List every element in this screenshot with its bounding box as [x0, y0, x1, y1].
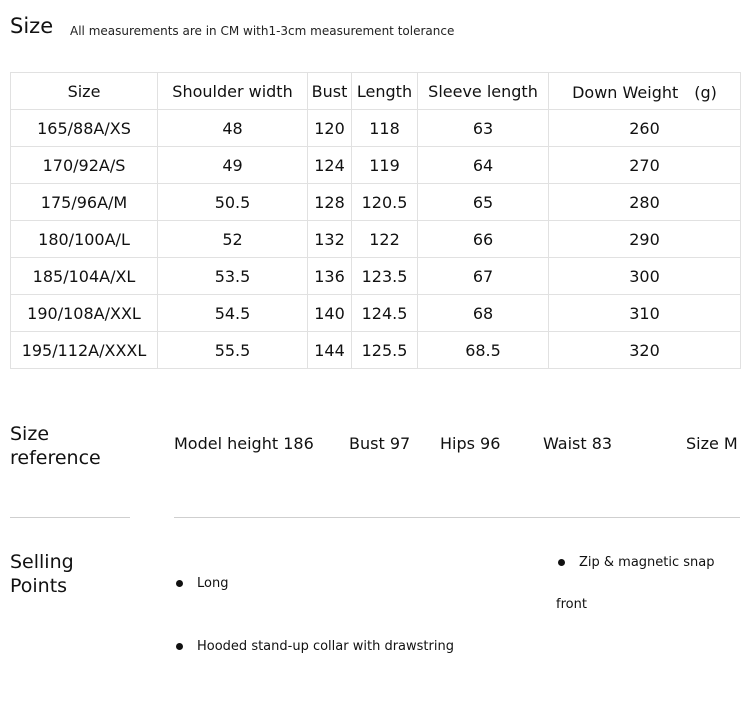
table-row [11, 258, 741, 295]
bullet-icon [176, 643, 183, 650]
table-cell: 125.5 [352, 332, 418, 369]
size-title: Size [10, 14, 54, 38]
model-waist: Waist 83 [543, 434, 613, 453]
table-row [11, 110, 741, 147]
table-cell: 65 [418, 184, 549, 221]
table-cell: 260 [549, 110, 741, 147]
table-row [11, 332, 741, 369]
table-cell: 280 [549, 184, 741, 221]
table-cell: 48 [158, 110, 308, 147]
size-reference-label [10, 422, 101, 470]
table-cell: 190/108A/XXL [11, 295, 158, 332]
model-size: Size M [686, 434, 738, 453]
table-row [11, 295, 741, 332]
table-cell: 63 [418, 110, 549, 147]
table-cell: 68.5 [418, 332, 549, 369]
table-cell: 120 [308, 110, 352, 147]
table-cell: 124.5 [352, 295, 418, 332]
selling-points-label-line1: Selling [10, 551, 74, 573]
table-row [11, 147, 741, 184]
column-header: Sleeve length [418, 73, 549, 110]
selling-point-text: Long [197, 576, 229, 591]
column-header: Shoulder width [158, 73, 308, 110]
selling-points-label [10, 550, 74, 598]
model-bust: Bust 97 [349, 434, 411, 453]
bullet-icon [176, 580, 183, 587]
selling-point-zip [558, 555, 715, 570]
table-cell: 136 [308, 258, 352, 295]
table-cell: 140 [308, 295, 352, 332]
table-cell: 310 [549, 295, 741, 332]
table-cell: 185/104A/XL [11, 258, 158, 295]
divider-left [10, 517, 130, 518]
table-header-row [11, 73, 741, 110]
table-cell: 144 [308, 332, 352, 369]
table-cell: 55.5 [158, 332, 308, 369]
model-hips: Hips 96 [440, 434, 501, 453]
selling-point-long [176, 576, 228, 591]
measurement-note: All measurements are in CM with1-3cm measurement tolerance [70, 24, 455, 38]
table-cell: 128 [308, 184, 352, 221]
column-header: Length [352, 73, 418, 110]
size-reference-label-line2: reference [10, 447, 101, 469]
table-cell: 132 [308, 221, 352, 258]
table-cell: 53.5 [158, 258, 308, 295]
selling-point-text: Zip & magnetic snap [579, 555, 715, 570]
column-header: Bust [308, 73, 352, 110]
selling-point-zip-continued: front [556, 597, 587, 612]
column-header: Size [11, 73, 158, 110]
table-row [11, 184, 741, 221]
table-cell: 300 [549, 258, 741, 295]
table-cell: 67 [418, 258, 549, 295]
table-cell: 54.5 [158, 295, 308, 332]
table-cell: 175/96A/M [11, 184, 158, 221]
table-cell: 180/100A/L [11, 221, 158, 258]
table-cell: 195/112A/XXXL [11, 332, 158, 369]
table-cell: 119 [352, 147, 418, 184]
table-cell: 122 [352, 221, 418, 258]
selling-point-collar [176, 639, 454, 654]
table-cell: 290 [549, 221, 741, 258]
table-row [11, 221, 741, 258]
table-cell: 52 [158, 221, 308, 258]
table-cell: 165/88A/XS [11, 110, 158, 147]
bullet-icon [558, 559, 565, 566]
table-cell: 170/92A/S [11, 147, 158, 184]
table-cell: 64 [418, 147, 549, 184]
selling-point-text: Hooded stand-up collar with drawstring [197, 639, 454, 654]
table-cell: 68 [418, 295, 549, 332]
table-cell: 124 [308, 147, 352, 184]
table-cell: 49 [158, 147, 308, 184]
size-reference-label-line1: Size [10, 423, 50, 445]
selling-points-label-line2: Points [10, 575, 68, 597]
table-cell: 270 [549, 147, 741, 184]
table-cell: 123.5 [352, 258, 418, 295]
model-height: Model height 186 [174, 434, 314, 453]
table-cell: 50.5 [158, 184, 308, 221]
table-cell: 320 [549, 332, 741, 369]
table-cell: 120.5 [352, 184, 418, 221]
divider-right [174, 517, 740, 518]
table-cell: 118 [352, 110, 418, 147]
size-table [10, 72, 741, 369]
table-cell: 66 [418, 221, 549, 258]
column-header: Down Weight (g) [549, 73, 741, 110]
